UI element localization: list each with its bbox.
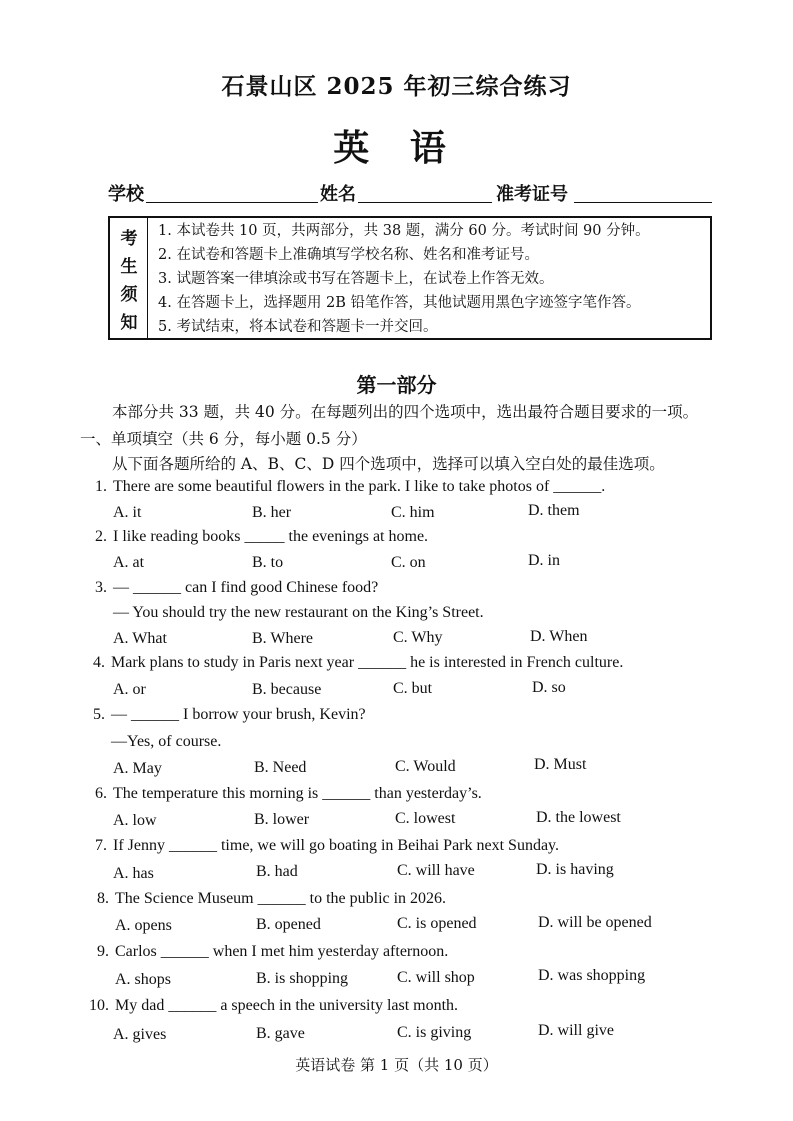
section-title: 一、单项填空（共 6 分，每小题 0.5 分）: [80, 430, 367, 448]
option-d[interactable]: D. the lowest: [536, 809, 621, 826]
part-title: 第一部分: [356, 373, 437, 397]
question-4: [93, 654, 624, 672]
question-number: 9.: [97, 943, 109, 960]
option-b[interactable]: B. her: [252, 504, 292, 521]
option-c[interactable]: C. is opened: [397, 915, 477, 932]
option-c[interactable]: C. is giving: [397, 1024, 472, 1041]
notice-heading: [110, 218, 148, 338]
question-number: 2.: [95, 528, 107, 545]
option-c[interactable]: C. will have: [397, 862, 475, 879]
option-c[interactable]: C. Why: [393, 629, 443, 646]
question-8: [97, 890, 447, 908]
option-a[interactable]: A. low: [113, 812, 157, 829]
subject-title: 英 语: [333, 127, 460, 169]
question-7: [95, 837, 560, 855]
option-b[interactable]: B. Need: [254, 759, 307, 776]
option-c[interactable]: C. lowest: [395, 810, 456, 827]
option-b[interactable]: B. opened: [256, 916, 321, 933]
option-d[interactable]: D. will give: [538, 1022, 614, 1039]
option-c[interactable]: C. but: [393, 680, 433, 697]
notice-item: 5. 考试结束，将本试卷和答题卡一并交回。: [158, 319, 438, 335]
option-a[interactable]: A. or: [113, 681, 146, 698]
question-number: 10.: [89, 997, 109, 1014]
question-stem: I like reading books _____ the evenings at home.: [113, 528, 429, 545]
option-d[interactable]: D. so: [532, 679, 566, 696]
school-blank[interactable]: [146, 202, 318, 203]
exam-title: 石景山区 2025 年初三综合练习: [221, 73, 572, 100]
option-a[interactable]: A. opens: [115, 917, 172, 934]
question-2: [95, 528, 429, 546]
exam-notice-box: [108, 216, 712, 340]
name-blank[interactable]: [358, 202, 492, 203]
question-9: [97, 943, 449, 961]
notice-list: [158, 219, 706, 339]
option-b[interactable]: B. because: [252, 681, 322, 698]
question-number: 7.: [95, 837, 107, 854]
notice-heading-char: 考: [120, 229, 138, 249]
question-1: [95, 478, 606, 496]
option-d[interactable]: D. them: [528, 502, 580, 519]
notice-item: 2. 在试卷和答题卡上准确填写学校名称、姓名和准考证号。: [158, 247, 539, 263]
option-c[interactable]: C. will shop: [397, 969, 475, 986]
question-stem: The temperature this morning is ______ than yesterday’s.: [113, 785, 482, 802]
question-6: [95, 785, 482, 803]
question-stem: Mark plans to study in Paris next year ______ he is interested in French culture.: [111, 654, 624, 671]
notice-heading-char: 知: [120, 313, 138, 333]
option-d[interactable]: D. will be opened: [538, 914, 652, 931]
question-stem: If Jenny ______ time, we will go boating in Beihai Park next Sunday.: [113, 837, 560, 854]
name-label: 姓名: [320, 184, 356, 205]
option-a[interactable]: A. What: [113, 630, 167, 647]
option-a[interactable]: A. has: [113, 865, 154, 882]
question-stem: The Science Museum ______ to the public in 2026.: [115, 890, 447, 907]
question-number: 1.: [95, 478, 107, 495]
option-b[interactable]: B. lower: [254, 811, 310, 828]
question-stem: My dad ______ a speech in the university last month.: [115, 997, 459, 1014]
option-d[interactable]: D. Must: [534, 756, 587, 773]
option-d[interactable]: D. in: [528, 552, 560, 569]
notice-item: 4. 在答题卡上，选择题用 2B 铅笔作答，其他试题用黑色字迹签字笔作答。: [158, 295, 641, 311]
option-a[interactable]: A. gives: [113, 1026, 167, 1043]
question-number: 4.: [93, 654, 105, 671]
question-3-response: — You should try the new restaurant on the King’s Street.: [113, 604, 484, 621]
notice-heading-char: 生: [120, 257, 138, 277]
question-stem: Carlos ______ when I met him yesterday afternoon.: [115, 943, 449, 960]
candidate-info: [108, 180, 718, 206]
option-d[interactable]: D. is having: [536, 861, 614, 878]
option-c[interactable]: C. Would: [395, 758, 456, 775]
option-d[interactable]: D. was shopping: [538, 967, 646, 984]
option-c[interactable]: C. him: [391, 504, 435, 521]
option-a[interactable]: A. May: [113, 760, 162, 777]
section-instruction: 从下面各题所给的 A、B、C、D 四个选项中，选择可以填入空白处的最佳选项。: [112, 455, 665, 473]
school-label: 学校: [108, 184, 144, 205]
option-a[interactable]: A. shops: [115, 971, 172, 988]
option-a[interactable]: A. at: [113, 554, 145, 571]
notice-item: 3. 试题答案一律填涂或书写在答题卡上，在试卷上作答无效。: [158, 271, 554, 287]
id-blank[interactable]: [574, 202, 712, 203]
question-10: [89, 997, 459, 1015]
notice-heading-char: 须: [120, 285, 138, 305]
option-d[interactable]: D. When: [530, 628, 588, 645]
option-c[interactable]: C. on: [391, 554, 426, 571]
question-number: 5.: [93, 706, 105, 723]
question-stem: — ______ can I find good Chinese food?: [113, 579, 379, 596]
question-number: 6.: [95, 785, 107, 802]
page-footer: 英语试卷 第 1 页（共 10 页）: [295, 1056, 498, 1074]
option-b[interactable]: B. had: [256, 863, 298, 880]
option-b[interactable]: B. gave: [256, 1025, 305, 1042]
option-b[interactable]: B. Where: [252, 630, 314, 647]
option-b[interactable]: B. to: [252, 554, 284, 571]
question-5-response: —Yes, of course.: [111, 733, 222, 750]
notice-item: 1. 本试卷共 10 页，共两部分，共 38 题，满分 60 分。考试时间 90 分钟。: [158, 223, 650, 239]
question-3: [95, 579, 379, 597]
question-stem: — ______ I borrow your brush, Kevin?: [111, 706, 366, 723]
id-label: 准考证号: [496, 184, 568, 205]
question-stem: There are some beautiful flowers in the park. I like to take photos of ______.: [113, 478, 606, 495]
question-5: [93, 706, 366, 724]
option-a[interactable]: A. it: [113, 504, 142, 521]
question-number: 8.: [97, 890, 109, 907]
question-number: 3.: [95, 579, 107, 596]
option-b[interactable]: B. is shopping: [256, 970, 349, 987]
part-intro: 本部分共 33 题，共 40 分。在每题列出的四个选项中，选出最符合题目要求的一项。: [112, 403, 699, 421]
